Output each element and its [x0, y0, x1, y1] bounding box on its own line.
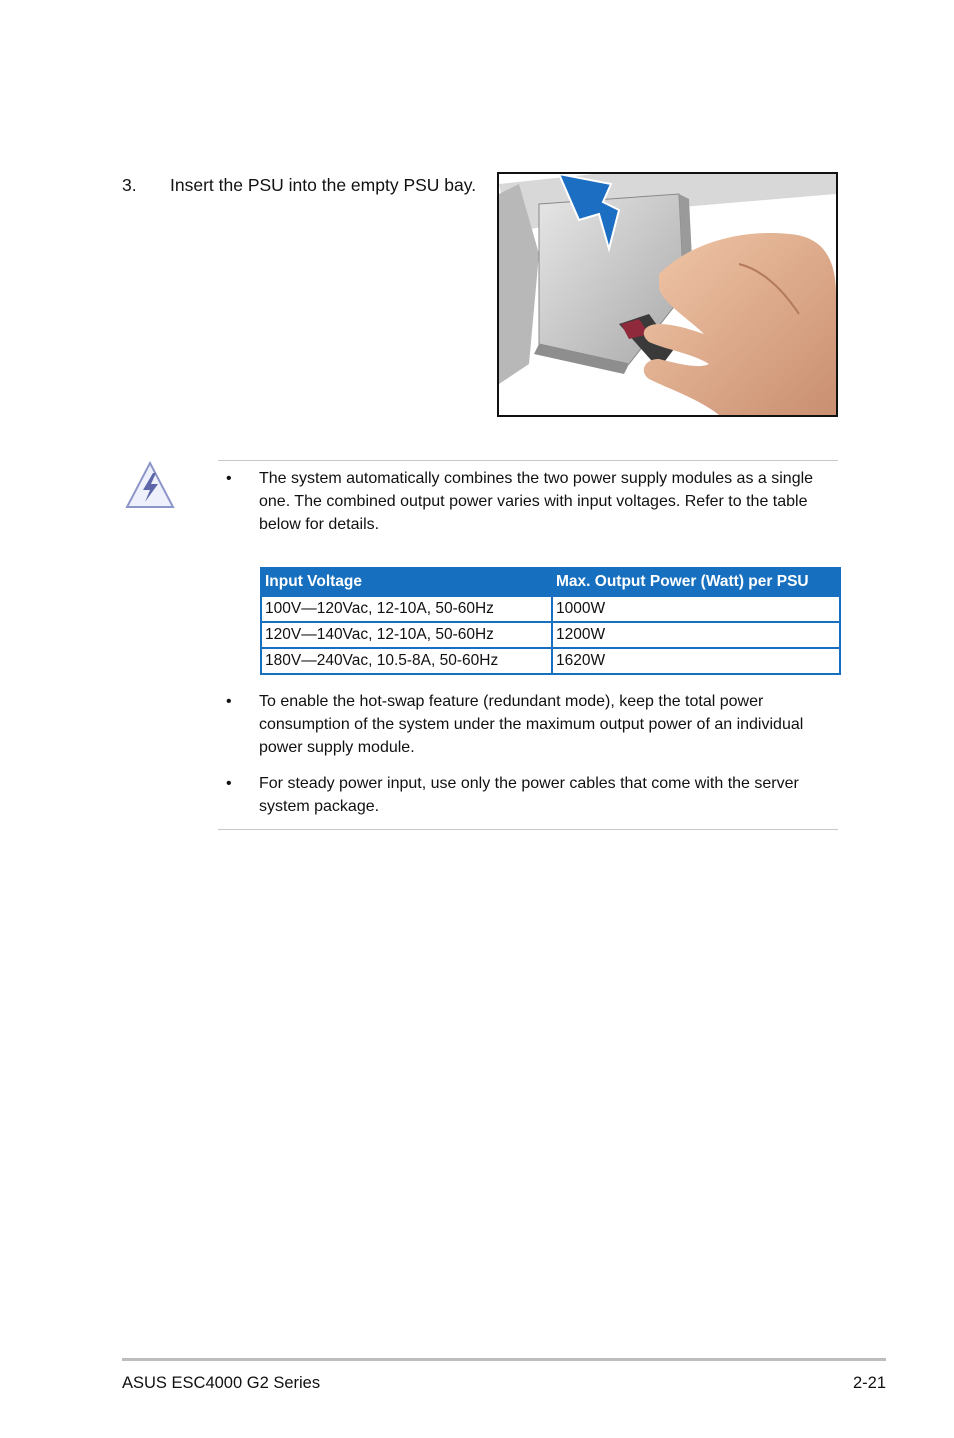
bullet-dot: •	[226, 470, 232, 487]
table-row	[261, 596, 840, 622]
table-row	[261, 622, 840, 648]
footer-divider	[122, 1358, 886, 1361]
table-cell: 1620W	[552, 648, 840, 674]
table-row	[261, 648, 840, 674]
footer-product-name: ASUS ESC4000 G2 Series	[122, 1374, 321, 1392]
bullet-text: For steady power input, use only the power cables that come with the server system package.	[259, 775, 799, 815]
step-number: 3.	[122, 175, 137, 195]
psu-insert-photo	[497, 172, 838, 417]
page-number: 2-21	[852, 1374, 886, 1392]
table-cell: 100V—120Vac, 12-10A, 50-60Hz	[261, 596, 552, 622]
table-cell: 1000W	[552, 596, 840, 622]
table-cell: 120V—140Vac, 12-10A, 50-60Hz	[261, 622, 552, 648]
step-text: Insert the PSU into the empty PSU bay.	[170, 175, 477, 195]
note-box	[218, 460, 838, 830]
table-header-cell: Max. Output Power (Watt) per PSU	[552, 568, 840, 596]
bullet-dot: •	[226, 693, 232, 710]
table-header-row	[261, 568, 840, 596]
table-cell: 1200W	[552, 622, 840, 648]
psu-power-table	[260, 567, 841, 675]
psu-insert-illustration	[499, 174, 836, 415]
table-cell: 180V—240Vac, 10.5-8A, 50-60Hz	[261, 648, 552, 674]
bullet-text: The system automatically combines the two power supply modules as a single one. The combined output power varies with input voltages. Refer to the table below for details.	[259, 470, 814, 533]
bullet-dot: •	[226, 775, 232, 792]
warning-icon	[124, 460, 176, 510]
table-header-cell: Input Voltage	[261, 568, 552, 596]
bullet-text: To enable the hot-swap feature (redundant mode), keep the total power consumption of the system under the maximum output power of an individual power supply module.	[259, 693, 804, 756]
